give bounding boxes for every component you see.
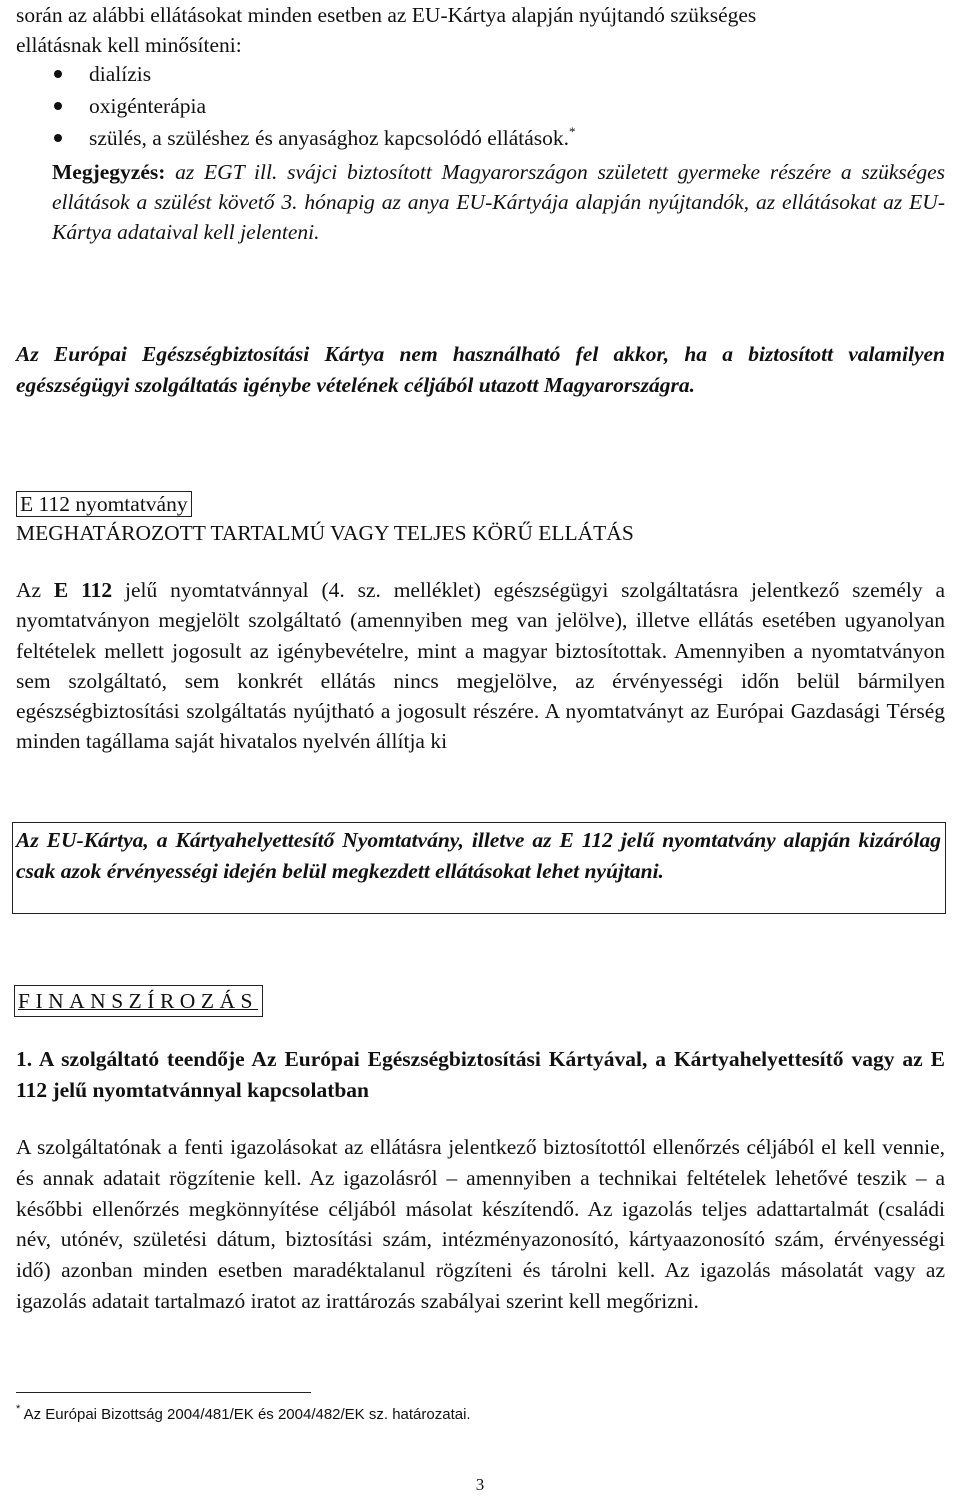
bullet-text: dialízis: [89, 62, 152, 86]
bullet-text: oxigénterápia: [89, 94, 207, 118]
footnote: [16, 1405, 471, 1425]
bullet-dot-icon: [54, 102, 62, 110]
boxed-statement: [12, 822, 946, 914]
e112-title-line: [16, 489, 945, 520]
bullet-dot-icon: [54, 134, 62, 142]
bullet-dot-icon: [54, 70, 62, 78]
section-title: FINANSZÍROZÁS: [18, 989, 258, 1013]
section-body: A szolgáltatónak a fenti igazolásokat az ellátásra jelentkező biztosítottól ellenőrzés céljából el kell vennie, és annak adatait rögzítenie kell. Az igazolásról – amennyiben a technikai feltételek lehetővé teszik – a későbbi ellenőrzés megkönnyítése céljából másolat készítendő. Az igazolás teljes adattartalmát (családi név, utónév, születési dátum, biztosítási szám, intézményazonosító, kártyaazonosító szám, érvényességi idő) azonban minden esetben maradéktalanul rögzíteni és tárolni kell. Az igazolás másolatát vagy az igazolás adatait tartalmazó iratot az irattározás szabályai szerint kell megőrizni.: [16, 1135, 945, 1313]
bullet-item: [16, 122, 616, 154]
note-label: Megjegyzés:: [52, 160, 166, 184]
bullet-item: [16, 90, 616, 122]
footnote-mark: *: [16, 1403, 21, 1415]
bullet-list: [16, 58, 616, 154]
bullet-text: szülés, a szüléshez és anyasághoz kapcsolódó ellátások.: [89, 126, 570, 150]
footnote-reference: *: [569, 124, 576, 139]
intro-line-2: ellátásnak kell minősíteni:: [16, 33, 242, 57]
intro-line-1: során az alábbi ellátásokat minden esetben az EU-Kártya alapján nyújtandó szükséges: [16, 3, 757, 27]
warning-paragraph: Az Európai Egészségbiztosítási Kártya nem használható fel akkor, ha a biztosított valamilyen egészségügyi szolgáltatás igénybe vételének céljából utazott Magyarországra.: [16, 342, 945, 397]
page-number: 3: [475, 1475, 485, 1494]
section-heading: 1. A szolgáltató teendője Az Európai Egészségbiztosítási Kártyával, a Kártyahelyettesítő vagy az E 112 jelű nyomtatvánnyal kapcsolatban: [16, 1047, 945, 1102]
bullet-item: [16, 58, 616, 90]
boxed-statement-text: Az EU-Kártya, a Kártyahelyettesítő Nyomtatvány, illetve az E 112 jelű nyomtatvány alapján kizárólag csak azok érvényességi idején belül megkezdett ellátásokat lehet nyújtani.: [16, 828, 941, 883]
e112-lead-b: jelű nyomtatvánnyal (4. sz. melléklet) egészségügyi szolgáltatásra jelentkező személy a nyomtatványon megjelölt szolgáltató (amennyiben meg van jelölve), illetve ellátás esetében ugyanolyan feltételek mellett jogosult az igénybevételre, mint a magyar biztosítottak. Amennyiben a nyomtatványon sem szolgáltató, sem konkrét ellátás nincs megjelölve, az érvényességi időn belül bármilyen egészségbiztosítási szolgáltatás nyújtható a jogosult részére. A nyomtatványt az Európai Gazdasági Térség minden tagállama saját hivatalos nyelvén állítja ki: [16, 578, 945, 754]
note-text: az EGT ill. svájci biztosított Magyarországon született gyermeke részére a szükséges ellátások a szülést követő 3. hónapig az anya EU-Kártyája alapján nyújtandók, az ellátásokat az EU-Kártya adataival kell jelenteni.: [52, 160, 946, 244]
e112-lead-bold: E 112: [53, 578, 113, 602]
e112-lead-a: Az: [16, 578, 54, 602]
e112-subtitle: MEGHATÁROZOTT TARTALMÚ VAGY TELJES KÖRŰ ELLÁTÁS: [16, 521, 634, 545]
footnote-text: Az Európai Bizottság 2004/481/EK és 2004/482/EK sz. határozatai.: [23, 1406, 471, 1423]
note-paragraph: [52, 157, 945, 247]
section-title-box: [14, 985, 263, 1017]
footnote-divider: [16, 1392, 311, 1393]
e112-paragraph: [16, 575, 945, 757]
e112-title: E 112 nyomtatvány: [16, 491, 192, 517]
